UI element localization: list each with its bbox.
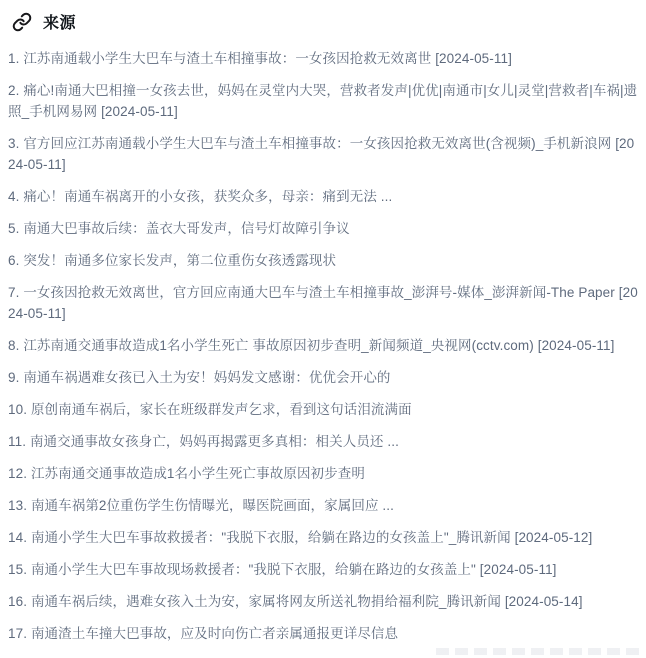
source-item[interactable] <box>8 80 638 122</box>
source-date: [2024-05-11] <box>101 104 178 119</box>
source-title: 官方回应江苏南通载小学生大巴车与渣土车相撞事故：一女孩因抢救无效离世(含视频)_手机新浪网 <box>23 136 612 151</box>
source-item[interactable] <box>8 431 638 452</box>
sources-header <box>12 10 638 33</box>
source-item[interactable] <box>8 559 638 580</box>
source-item[interactable] <box>8 591 638 612</box>
source-number: 6. <box>8 253 20 268</box>
source-number: 11. <box>8 434 27 449</box>
source-date: [2024-05-12] <box>514 530 593 545</box>
source-title: 南通渣土车撞大巴事故，应及时向伤亡者亲属通报更详尽信息 <box>30 626 399 641</box>
source-item[interactable] <box>8 399 638 420</box>
source-item[interactable] <box>8 186 638 207</box>
source-item[interactable] <box>8 463 638 484</box>
cutoff-text-fragment <box>436 648 642 655</box>
source-item[interactable] <box>8 48 638 69</box>
source-title: 原创南通车祸后，家长在班级群发声乞求，看到这句话泪流满面 <box>30 402 412 417</box>
source-item[interactable] <box>8 218 638 239</box>
source-item[interactable] <box>8 623 638 644</box>
source-title: 突发！南通多位家长发声，第二位重伤女孩透露现状 <box>23 253 337 268</box>
source-number: 8. <box>8 338 20 353</box>
source-number: 15. <box>8 562 28 577</box>
source-date: [2024-05-11] <box>435 51 512 66</box>
source-date: [2024-05-11] <box>479 562 557 577</box>
source-item[interactable] <box>8 495 638 516</box>
source-title: 南通大巴事故后续：盖衣大哥发声，信号灯故障引争议 <box>23 221 350 236</box>
source-number: 13. <box>8 498 28 513</box>
sources-title: 来源 <box>43 15 77 32</box>
source-title: 痛心!南通大巴相撞一女孩去世，妈妈在灵堂内大哭，营救者发声|优优|南通市|女儿|灵堂|营救者|车祸|遗照_手机网易网 <box>8 83 638 119</box>
source-item[interactable] <box>8 527 638 548</box>
source-number: 5. <box>8 221 20 236</box>
source-number: 14. <box>8 530 28 545</box>
source-title: 江苏南通交通事故造成1名小学生死亡 事故原因初步查明_新闻频道_央视网(cctv.com) <box>23 338 534 353</box>
source-number: 1. <box>8 51 20 66</box>
source-number: 12. <box>8 466 28 481</box>
source-title: 南通车祸第2位重伤学生伤情曝光，曝医院画面，家属回应 ... <box>30 498 394 513</box>
source-title: 痛心！南通车祸离开的小女孩，获奖众多，母亲：痛到无法 ... <box>23 189 393 204</box>
source-number: 2. <box>8 83 20 98</box>
source-number: 17. <box>8 626 28 641</box>
source-title: 南通车祸后续，遇难女孩入土为安，家属将网友所送礼物捐给福利院_腾讯新闻 <box>30 594 501 609</box>
source-number: 16. <box>8 594 28 609</box>
source-number: 10. <box>8 402 28 417</box>
sources-list <box>8 48 638 644</box>
source-number: 3. <box>8 136 20 151</box>
source-title: 一女孩因抢救无效离世，官方回应南通大巴车与渣土车相撞事故_澎湃号-媒体_澎湃新闻-The Paper <box>23 285 615 300</box>
source-date: [2024-05-11] <box>537 338 615 353</box>
source-item[interactable] <box>8 335 638 356</box>
source-date: [2024-05-11] <box>8 285 638 321</box>
source-number: 4. <box>8 189 20 204</box>
source-item[interactable] <box>8 250 638 271</box>
source-item[interactable] <box>8 282 638 324</box>
source-title: 南通小学生大巴车事故救援者："我脱下衣服，给躺在路边的女孩盖上"_腾讯新闻 <box>30 530 511 545</box>
source-item[interactable] <box>8 133 638 175</box>
source-title: 南通交通事故女孩身亡，妈妈再揭露更多真相：相关人员还 ... <box>29 434 399 449</box>
source-title: 江苏南通交通事故造成1名小学生死亡事故原因初步查明 <box>30 466 365 481</box>
source-title: 南通车祸遇难女孩已入土为安！妈妈发文感谢：优优会开心的 <box>23 370 391 385</box>
source-number: 7. <box>8 285 20 300</box>
source-title: 江苏南通载小学生大巴车与渣土车相撞事故：一女孩因抢救无效离世 <box>23 51 432 66</box>
link-icon <box>12 12 32 32</box>
source-title: 南通小学生大巴车事故现场救援者："我脱下衣服，给躺在路边的女孩盖上" <box>30 562 476 577</box>
source-number: 9. <box>8 370 20 385</box>
source-item[interactable] <box>8 367 638 388</box>
source-date: [2024-05-11] <box>8 136 635 172</box>
source-date: [2024-05-14] <box>504 594 583 609</box>
